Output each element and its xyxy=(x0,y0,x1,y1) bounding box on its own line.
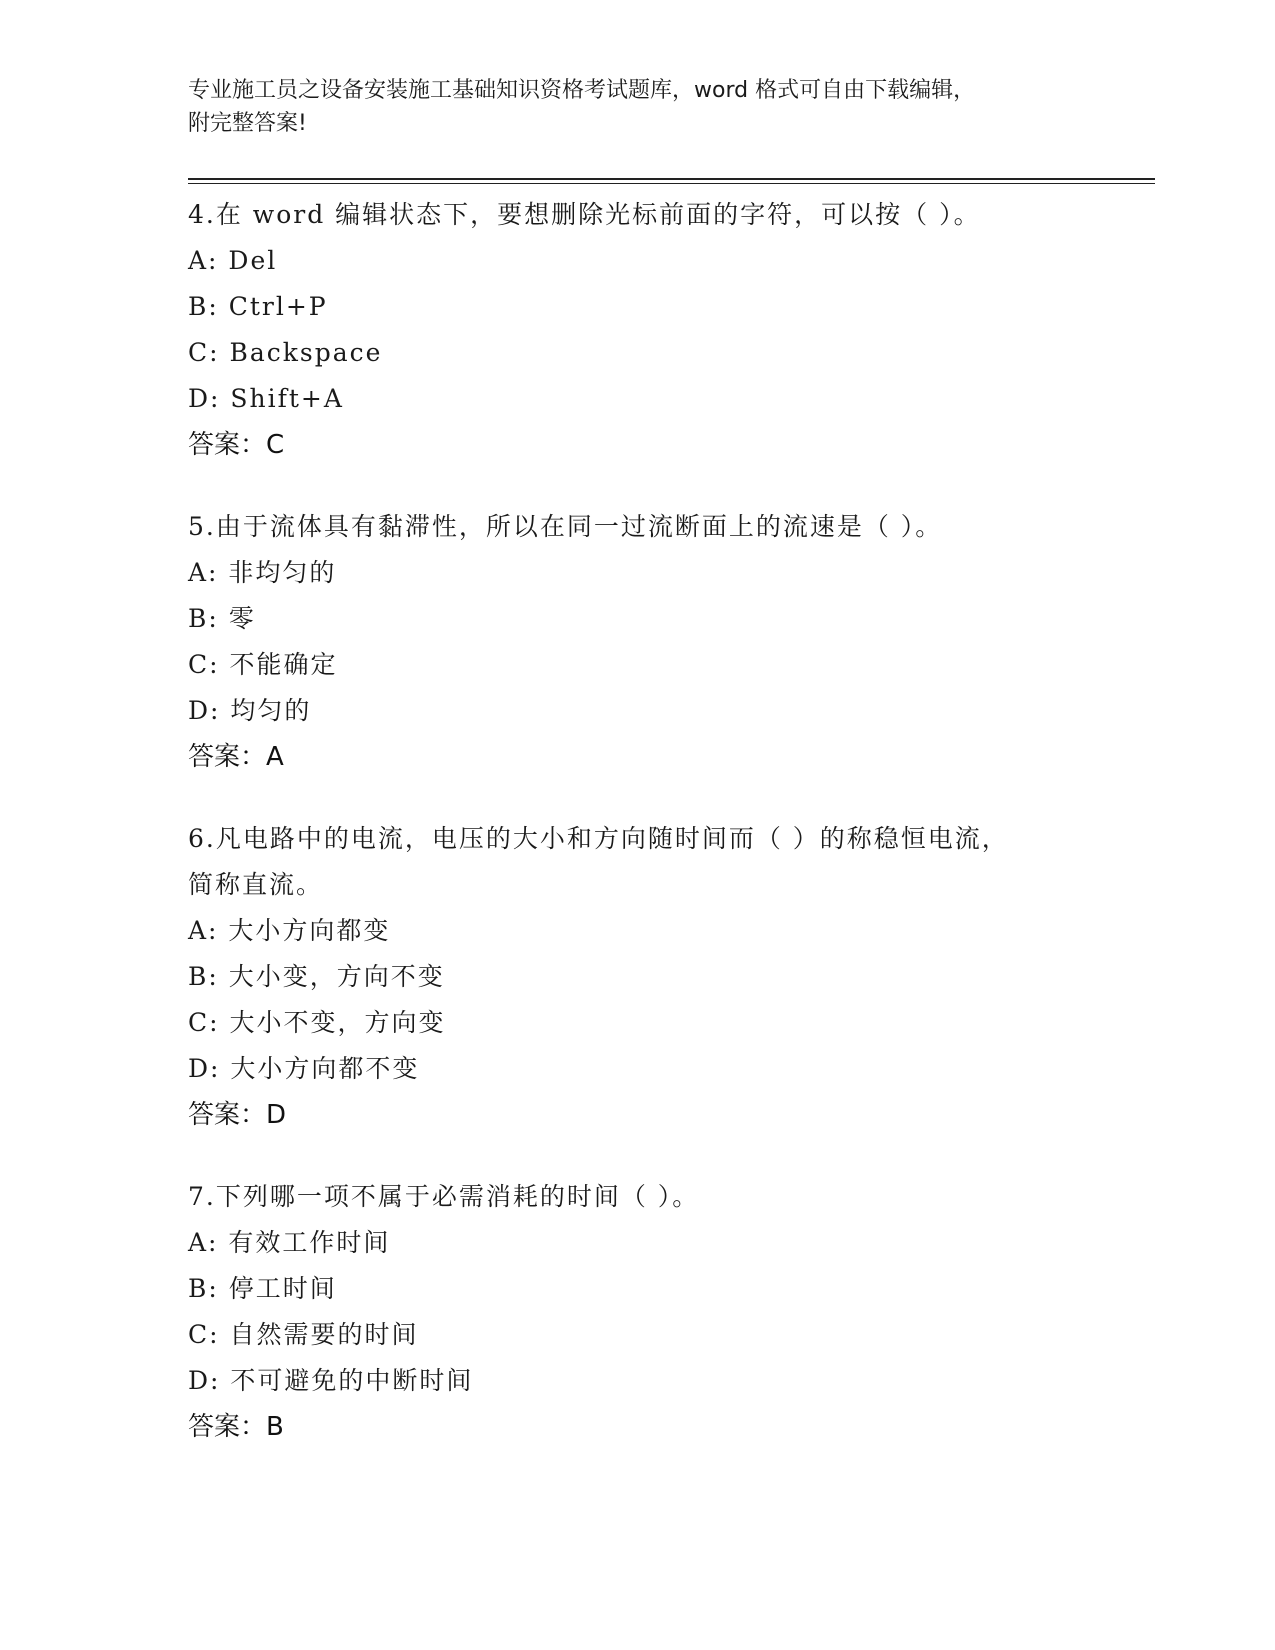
question-item xyxy=(188,192,1108,468)
question-item xyxy=(188,816,1108,1138)
question-stem-line: 简称直流。 xyxy=(188,870,324,899)
option-c: C: 自然需要的时间 xyxy=(188,1320,419,1349)
option-b: B: 停工时间 xyxy=(188,1274,337,1303)
document-header xyxy=(188,74,1088,140)
option-d: D: 不可避免的中断时间 xyxy=(188,1366,474,1395)
option-c: C: 不能确定 xyxy=(188,650,338,679)
header-title-line-1: 专业施工员之设备安装施工基础知识资格考试题库，word 格式可自由下载编辑， xyxy=(188,78,976,103)
option-a: A: 大小方向都变 xyxy=(188,916,391,945)
option-a: A: Del xyxy=(188,246,278,275)
question-stem xyxy=(188,816,1108,908)
question-stem xyxy=(188,1174,1108,1220)
question-stem-line: 5.由于流体具有黏滞性，所以在同一过流断面上的流速是（ ）。 xyxy=(188,512,943,541)
option-c: C: Backspace xyxy=(188,338,383,367)
answer-line: 答案：B xyxy=(188,1412,284,1442)
option-d: D: 大小方向都不变 xyxy=(188,1054,420,1083)
question-stem-line: 4.在 word 编辑状态下，要想删除光标前面的字符，可以按（ ）。 xyxy=(188,200,981,229)
question-list xyxy=(188,192,1108,1486)
question-stem-line: 6.凡电路中的电流，电压的大小和方向随时间而（ ）的称稳恒电流， xyxy=(188,824,1009,853)
question-item xyxy=(188,504,1108,780)
question-stem xyxy=(188,192,1108,238)
option-b: B: 大小变，方向不变 xyxy=(188,962,445,991)
header-divider-thin xyxy=(188,183,1155,184)
question-item xyxy=(188,1174,1108,1450)
option-a: A: 有效工作时间 xyxy=(188,1228,391,1257)
question-stem xyxy=(188,504,1108,550)
option-b: B: 零 xyxy=(188,604,256,633)
option-c: C: 大小不变，方向变 xyxy=(188,1008,446,1037)
option-b: B: Ctrl+P xyxy=(188,292,328,321)
answer-line: 答案：C xyxy=(188,430,285,460)
answer-line: 答案：A xyxy=(188,742,284,772)
question-stem-line: 7.下列哪一项不属于必需消耗的时间（ ）。 xyxy=(188,1182,700,1211)
header-title-line-2: 附完整答案! xyxy=(188,111,307,136)
option-d: D: Shift+A xyxy=(188,384,344,413)
option-a: A: 非均匀的 xyxy=(188,558,337,587)
header-divider-thick xyxy=(188,178,1155,180)
option-d: D: 均匀的 xyxy=(188,696,312,725)
answer-line: 答案：D xyxy=(188,1100,287,1130)
